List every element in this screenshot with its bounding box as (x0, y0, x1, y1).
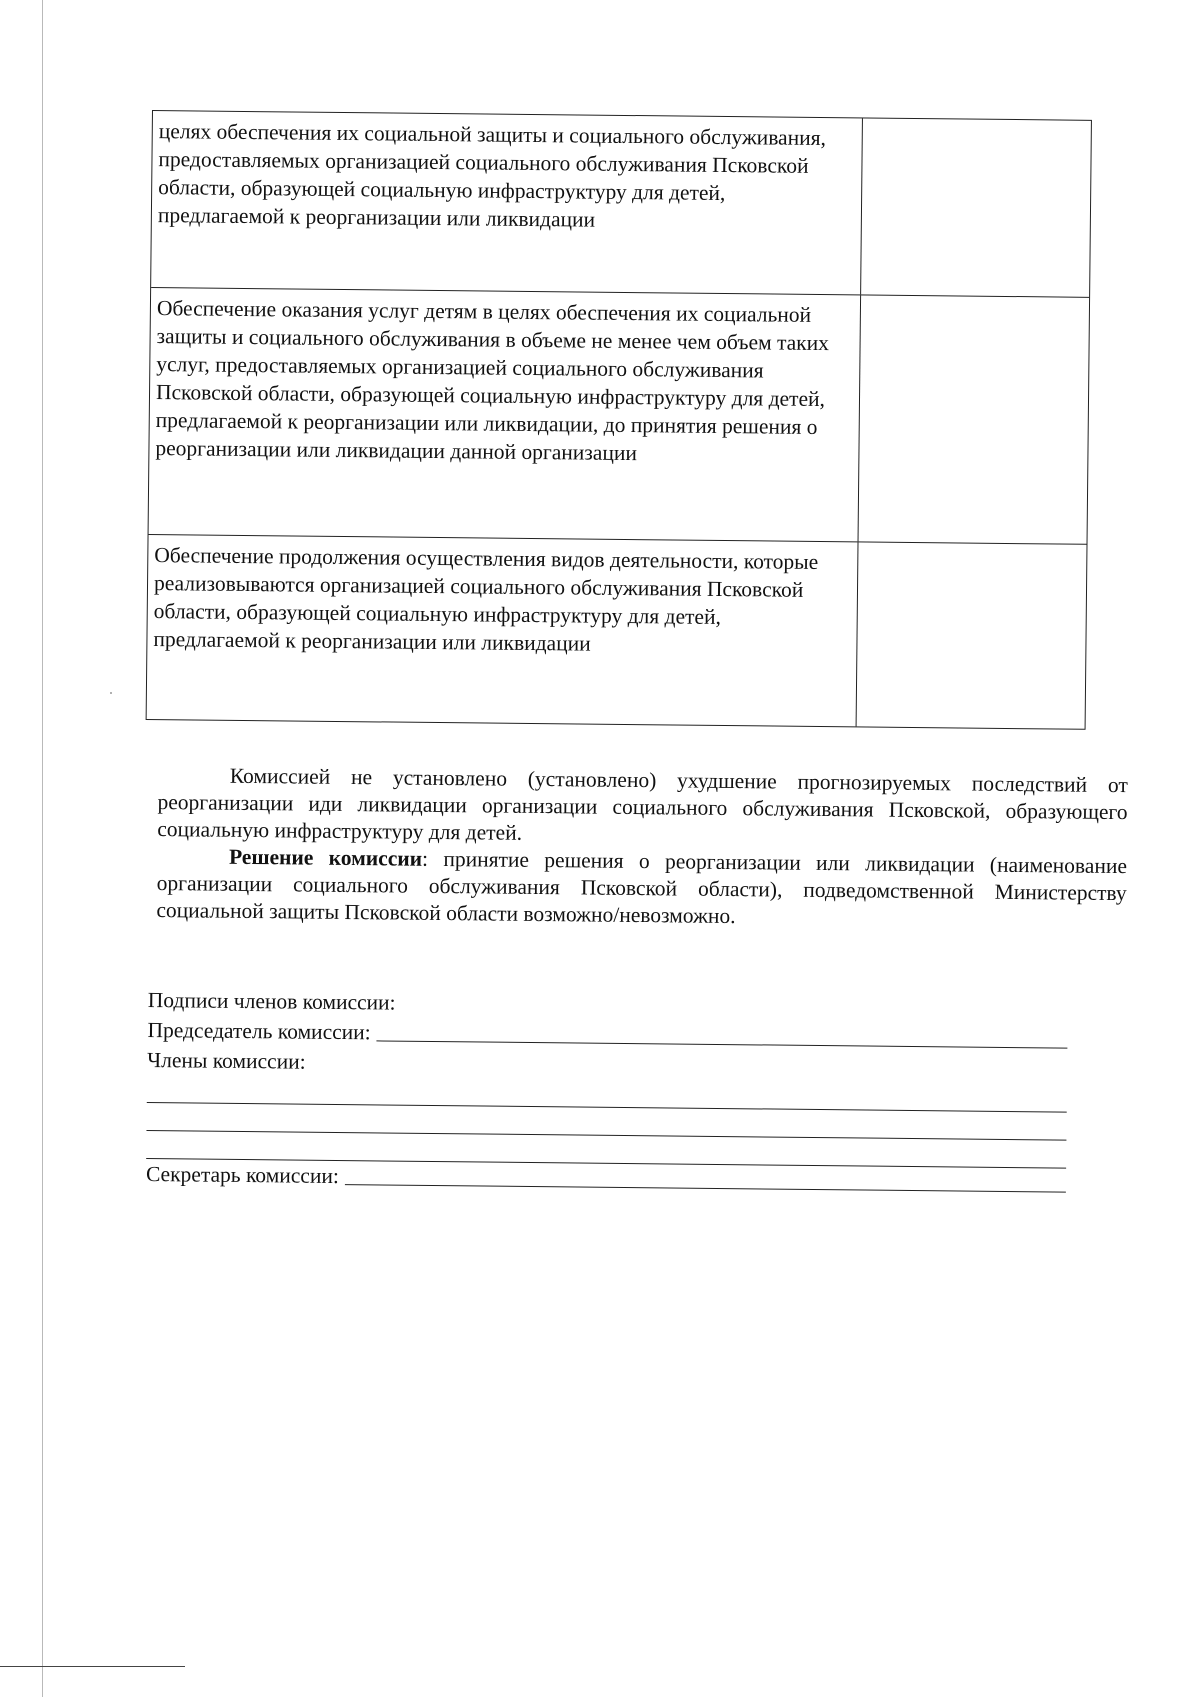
table-row (149, 288, 1090, 545)
conclusion-block (156, 762, 1128, 934)
criteria-table (146, 110, 1092, 730)
signatures-block (146, 985, 1068, 1199)
scan-left-edge (42, 0, 43, 1697)
assessment-cell (861, 118, 1091, 296)
assessment-cell (857, 542, 1087, 728)
table-row (151, 111, 1091, 298)
assessment-cell (859, 295, 1090, 543)
scan-speck (110, 692, 112, 694)
decision-text: : принятие решения о реорганизации или ликвидации (наименование организации социального обслуживания Псковской области), подведомственной Министерству социальной защиты Псковской области возможно/невозможно. (156, 846, 1128, 929)
criterion-cell: Обеспечение оказания услуг детям в целях обеспечения их социальной защиты и социального обслуживания в объеме не менее чем объем таких услуг, предоставляемых организацией социального обслуживания Псковской области, образующей социальную инфраструктуру для детей, предлагаемой к реорганизации или ликвидации, до принятия решения о реорганизации или ликвидации данной организации (149, 288, 862, 541)
secretary-signature-blank (345, 1184, 1066, 1193)
chairman-signature-blank (377, 1040, 1068, 1048)
table-row (147, 535, 1087, 729)
secretary-label: Секретарь комиссии: (145, 1161, 340, 1189)
decision-label: Решение комиссии (228, 844, 423, 871)
conclusion-paragraph: Комиссией не установлено (установлено) ухудшение прогнозируемых последствий от реорганизации иди ликвидации организации социального обслуживания Псковской, образующего социальную инфраструктуру для детей. (157, 763, 1128, 845)
chairman-label: Председатель комиссии: (147, 1017, 371, 1045)
scan-bottom-mark (0, 1666, 185, 1667)
signatures-heading: Подписи членов комиссии: (147, 987, 396, 1015)
criterion-cell: целях обеспечения их социальной защиты и социального обслуживания, предоставляемых организацией социального обслуживания Псковской области, образующей социальную инфраструктуру для детей, предлагаемой к реорганизации или ликвидации (151, 111, 863, 294)
criterion-cell: Обеспечение продолжения осуществления видов деятельности, которые реализовываются организацией социального обслуживания Псковской области, образующей социальную инфраструктуру для детей, предлагаемой к реорганизации или ликвидации (147, 535, 859, 726)
decision-paragraph (156, 843, 1127, 934)
members-label: Члены комиссии: (147, 1047, 306, 1074)
